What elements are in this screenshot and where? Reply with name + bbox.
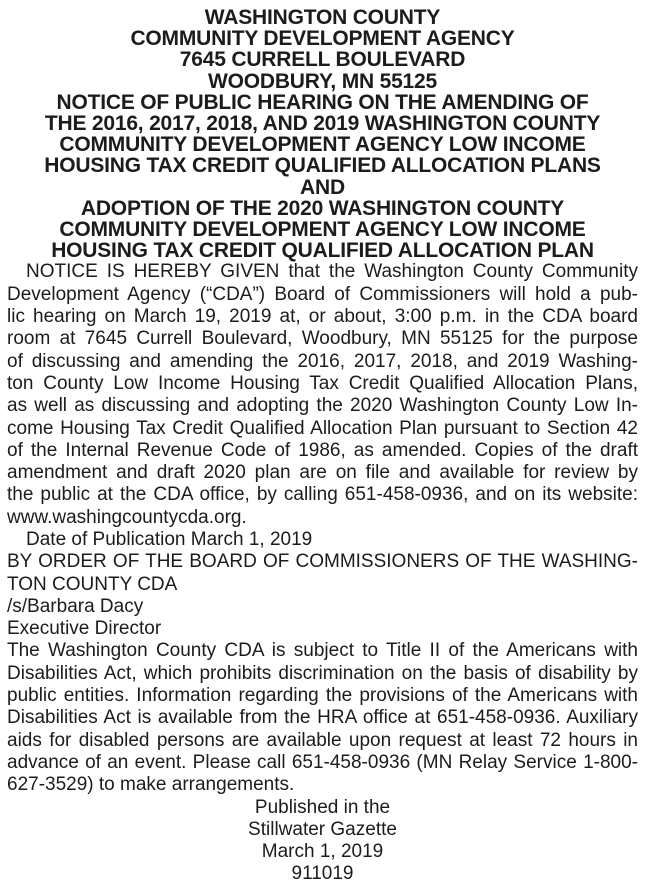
heading-line: HOUSING TAX CREDIT QUALIFIED ALLOCATION PLAN [51,239,594,263]
order-statement [7,551,638,596]
heading-line: WOODBURY, MN 55125 [207,69,437,93]
publication-footer [7,797,638,886]
publication-date-line: Date of Publication March 1, 2019 [26,529,313,550]
body-text-line: Development Agency (“CDA”) Board of Commissioners will hold a pub- [7,283,638,305]
ada-text-line: The Washington County CDA is subject to Title II of the Americans with [7,640,638,662]
ada-text-line: aids for disabled persons are available upon request at least 72 hours in [7,729,638,751]
signature-title-line: Executive Director [7,618,162,640]
heading-line: NOTICE OF PUBLIC HEARING ON THE AMENDING OF [56,90,589,114]
ada-text-line: Disabilities Act, which prohibits discrimination on the basis of disability by [7,662,638,684]
order-text-line: TON COUNTY CDA [7,573,178,595]
body-text-line: amendment and draft 2020 plan are on file and available for review by [7,462,638,484]
heading-line: COMMUNITY DEVELOPMENT AGENCY [130,27,515,51]
heading-line: COMMUNITY DEVELOPMENT AGENCY LOW INCOME [59,133,586,157]
ada-paragraph [7,640,638,796]
heading-line: THE 2016, 2017, 2018, AND 2019 WASHINGTON COUNTY [44,112,601,136]
ada-text-line: 627-3529) to make arrangements. [7,774,295,796]
heading-line: 7645 CURRELL BOULEVARD [179,48,466,72]
heading-line: ADOPTION OF THE 2020 WASHINGTON COUNTY [80,196,565,220]
notice-heading [7,7,638,261]
order-text-line: BY ORDER OF THE BOARD OF COMMISSIONERS OF THE WASHING- [7,551,638,573]
body-text-line: ton County Low Income Housing Tax Credit Qualified Allocation Plans, [7,372,638,394]
body-text-line: of the Internal Revenue Code of 1986, as amended. Copies of the draft [7,439,638,461]
heading-line: WASHINGTON COUNTY [204,6,441,29]
heading-line: HOUSING TAX CREDIT QUALIFIED ALLOCATION PLANS [44,154,601,178]
ada-text-line: Disabilities Act is available from the HRA office at 651-458-0936. Auxiliary [7,707,638,729]
body-text-line: room at 7645 Currell Boulevard, Woodbury, MN 55125 for the purpose [7,328,638,350]
heading-line: COMMUNITY DEVELOPMENT AGENCY LOW INCOME [59,218,586,242]
body-text-line: lic hearing on March 19, 2019 at, or about, 3:00 p.m. in the CDA board [7,306,638,328]
notice-body-paragraph [7,261,638,529]
signature-line: /s/Barbara Dacy [7,595,144,617]
ada-text-line: advance of an event. Please call 651-458-0936 (MN Relay Service 1-800- [7,751,638,773]
body-text-line: come Housing Tax Credit Qualified Allocation Plan pursuant to Section 42 [7,417,638,439]
body-text-line: as well as discussing and adopting the 2020 Washington County Low In- [7,395,638,417]
footer-line: March 1, 2019 [261,841,384,863]
body-text-line: NOTICE IS HEREBY GIVEN that the Washington County Community [26,261,638,283]
footer-line: Published in the [254,796,391,818]
body-text-line: of discussing and amending the 2016, 2017, 2018, and 2019 Washing- [7,350,638,372]
body-text-line: www.washingcountycda.org. [7,506,247,528]
ada-text-line: public entities. Information regarding the provisions of the Americans with [7,685,638,707]
footer-line: 911019 [291,863,354,885]
footer-line: Stillwater Gazette [248,818,397,840]
heading-line: AND [300,175,345,199]
body-text-line: the public at the CDA office, by calling 651-458-0936, and on its website: [7,484,638,506]
